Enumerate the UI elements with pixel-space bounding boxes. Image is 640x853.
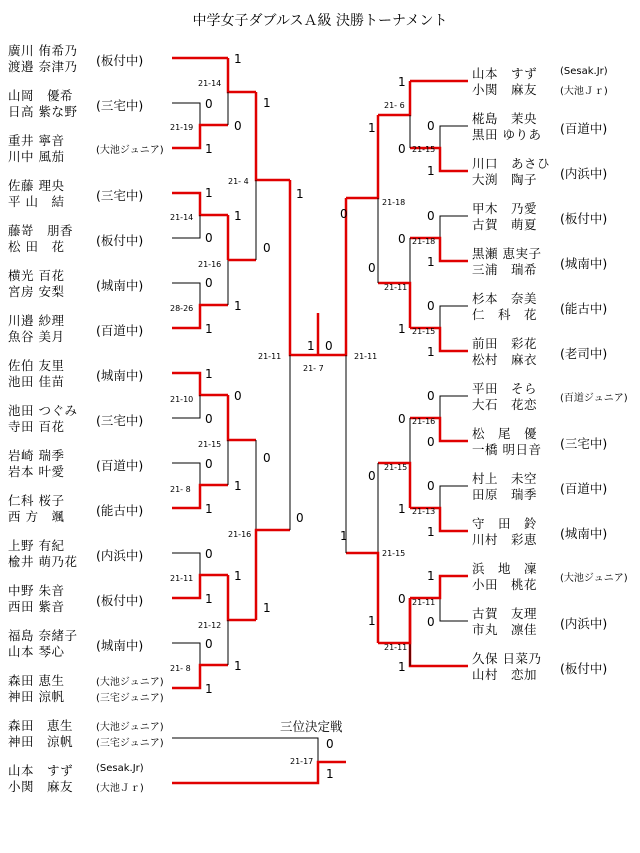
match-score: 21-16 [198,260,222,269]
win-count: 0 [263,241,271,255]
player-name: 池田 佳苗 [8,374,65,389]
team-name: (百道中) [96,323,144,338]
win-count: 1 [398,75,406,89]
win-count: 1 [326,767,334,781]
player-name: 黒田 ゆりあ [472,127,542,142]
win-count: 0 [427,479,435,493]
player-name: 平 山 結 [8,194,65,209]
player-name: 松 尾 優 [472,426,538,441]
player-name: 神田 涼帆 [8,689,65,704]
player-name: 佐藤 理央 [8,178,65,193]
match-score: 21-14 [198,79,222,88]
win-count: 1 [398,660,406,674]
third-pair-1 [8,718,73,750]
player-name: 椛島 茉央 [472,111,538,126]
right-pair-3 [472,156,550,188]
match-score: 28-26 [170,304,194,313]
win-count: 0 [427,119,435,133]
win-count: 0 [398,232,406,246]
player-name: 大石 花恋 [472,397,538,412]
team-name: (板付中) [96,53,144,68]
left-pair-2 [8,88,77,120]
win-count: 1 [427,164,435,178]
bracket-line [172,103,200,125]
player-name: 西田 紫音 [8,599,65,614]
player-name: 福島 奈緒子 [8,628,78,643]
right-pair-4 [472,201,537,233]
player-name: 西 方 颯 [8,509,65,524]
player-name: 杉本 奈美 [472,291,538,306]
player-name: 池田 つぐみ [8,403,78,418]
left-pair-13 [8,583,64,615]
match-score: 21-11 [170,574,194,583]
win-count: 1 [205,367,213,381]
team-name: (大池Ｊｒ) [560,86,608,97]
match-score: 21-19 [170,123,194,132]
left-pair-9 [8,403,77,435]
match-score: 21- 8 [170,664,191,673]
win-count: 0 [205,231,213,245]
bracket-line [440,576,468,598]
team-name: (百道ジュニア) [560,393,628,404]
right-pair-2 [472,111,541,143]
match-score: 21-11 [384,283,408,292]
match-score: 21-15 [412,327,436,336]
player-name: 上野 有紀 [8,538,65,553]
winner-line [256,530,290,620]
winner-line [410,598,468,666]
left-pair-6 [8,268,64,300]
win-count: 1 [205,502,213,516]
left-pair-8 [8,358,64,390]
win-count: 0 [325,339,333,353]
win-count: 0 [427,389,435,403]
player-name: 山村 恋加 [472,667,538,682]
match-score: 21-18 [382,198,406,207]
player-name: 久保 日菜乃 [472,651,542,666]
win-count: 1 [307,339,315,353]
team-name: (城南中) [96,638,144,653]
team-name: (内浜中) [96,548,144,563]
bracket-line [440,126,468,148]
bracket-line [172,463,200,485]
player-name: 廣川 侑希乃 [8,43,78,58]
match-score: 21-15 [382,549,406,558]
win-count: 1 [205,592,213,606]
winner-line [290,180,318,355]
win-count: 0 [368,261,376,275]
right-pair-7 [472,336,537,368]
win-count: 0 [326,737,334,751]
win-count: 1 [427,525,435,539]
match-score: 21-15 [198,440,222,449]
team-name: (百道中) [96,458,144,473]
player-name: 仁科 桜子 [8,493,65,508]
match-score: 21-11 [258,352,282,361]
player-name: 中野 朱音 [8,583,65,598]
bracket-line [440,216,468,238]
player-name: 重井 寧音 [8,133,65,148]
player-name: 平田 そら [472,381,538,396]
bracket-line [172,283,200,305]
match-score: 21- 6 [384,101,405,110]
win-count: 1 [234,569,242,583]
winner-line [410,576,468,598]
winner-line [228,58,256,92]
player-name: 小関 麻友 [472,82,538,97]
team-name: (三宅中) [560,436,608,451]
win-count: 0 [205,97,213,111]
player-name: 山本 琴心 [8,644,65,659]
match-score: 21-14 [170,213,194,222]
left-pair-5 [8,223,73,255]
win-count: 1 [368,614,376,628]
match-score: 21-12 [198,621,222,630]
win-count: 0 [340,207,348,221]
right-pair-10 [472,471,537,503]
match-score: 21- 8 [170,485,191,494]
team-name: (城南中) [560,526,608,541]
win-count: 1 [427,255,435,269]
player-name: 古賀 萌夏 [472,217,538,232]
win-count: 1 [296,187,304,201]
win-count: 1 [427,569,435,583]
match-score: 21-13 [412,507,436,516]
team-name: (大池ジュニア) [560,573,628,584]
match-score: 21- 4 [228,177,249,186]
player-name: 小関 麻友 [8,779,74,794]
right-pair-8 [472,381,537,413]
player-name: 市丸 凛佳 [472,622,538,637]
player-name: 川邉 紗理 [8,313,65,328]
team-name: (百道中) [560,481,608,496]
win-count: 1 [234,659,242,673]
player-name: 一橋 明日音 [472,442,542,457]
win-count: 1 [368,121,376,135]
win-count: 0 [427,435,435,449]
player-name: 森田 恵生 [8,673,65,688]
win-count: 1 [427,345,435,359]
third-place-title: 三位決定戦 [280,719,343,734]
team-name: (大池ジュニア) [96,722,164,733]
team-name: (三宅ジュニア) [96,738,164,749]
win-count: 1 [263,96,271,110]
team-name: (内浜中) [560,616,608,631]
win-count: 1 [340,529,348,543]
win-count: 1 [205,142,213,156]
winner-line [346,553,378,643]
player-name: 甲木 乃愛 [472,201,538,216]
player-name: 佐伯 友里 [8,358,65,373]
player-name: 楡井 萌乃花 [8,554,78,569]
win-count: 1 [263,601,271,615]
winner-line [256,92,290,180]
player-name: 大渕 陶子 [472,172,538,187]
left-pair-3 [8,133,64,165]
team-name: (三宅中) [96,413,144,428]
team-name: (大池Ｊｒ) [96,783,144,794]
win-count: 0 [398,592,406,606]
team-name: (板付中) [560,661,608,676]
win-count: 1 [398,322,406,336]
win-count: 0 [234,119,242,133]
right-pair-1 [472,66,537,98]
player-name: 小田 桃花 [472,577,538,592]
player-name: 仁 科 花 [472,307,538,322]
player-name: 渡邉 奈津乃 [8,59,78,74]
win-count: 1 [398,502,406,516]
player-name: 三浦 瑞希 [472,262,538,277]
match-score: 21-16 [412,417,436,426]
right-pair-14 [472,651,541,683]
player-name: 魚谷 美月 [8,329,65,344]
right-pair-9 [472,426,541,458]
win-count: 0 [205,276,213,290]
player-name: 守 田 鈴 [472,516,538,531]
right-pair-12 [472,561,537,593]
bracket-line [172,643,200,665]
third-pair-2 [8,763,73,795]
left-pair-1 [8,43,77,75]
player-name: 村上 未空 [472,471,538,486]
team-name: (百道中) [560,121,608,136]
win-count: 1 [234,479,242,493]
team-name: (板付中) [560,211,608,226]
winner-line [228,575,256,620]
win-count: 0 [296,511,304,525]
team-name: (大池ジュニア) [96,677,164,688]
win-count: 1 [234,209,242,223]
team-name: (城南中) [560,256,608,271]
win-count: 0 [427,299,435,313]
match-score: 21-10 [170,395,194,404]
player-name: 寺田 百花 [8,419,65,434]
winner-line [172,373,228,395]
player-name: 川中 風茄 [8,149,65,164]
win-count: 0 [427,615,435,629]
win-count: 1 [234,299,242,313]
player-name: 山岡 優希 [8,88,74,103]
team-name: (内浜中) [560,166,608,181]
player-name: 川口 あさひ [472,156,551,171]
player-name: 浜 地 凜 [472,561,538,576]
win-count: 0 [263,451,271,465]
left-pair-11 [8,493,64,525]
match-score: 21-11 [384,643,408,652]
win-count: 0 [427,209,435,223]
right-pair-6 [472,291,537,323]
right-pair-5 [472,246,541,278]
team-name: (Sesak.Jr) [560,66,608,77]
bracket-line [440,486,468,508]
page-title: 中学女子ダブルスＡ級 決勝トーナメント [192,13,448,29]
player-name: 森田 恵生 [8,718,74,733]
win-count: 1 [205,322,213,336]
match-score: 21-11 [354,352,378,361]
left-pair-10 [8,448,64,480]
left-pair-14 [8,628,77,660]
team-name: (大池ジュニア) [96,145,164,156]
bracket-line [172,553,200,575]
player-name: 川村 彩恵 [472,532,538,547]
match-score: 21- 7 [303,364,324,373]
match-score: 21-11 [412,598,436,607]
player-name: 岩本 叶愛 [8,464,65,479]
left-pair-4 [8,178,64,210]
team-name: (三宅中) [96,188,144,203]
winner-line [318,198,346,355]
winner-line [172,762,346,783]
match-score: 21-15 [384,463,408,472]
win-count: 0 [398,142,406,156]
right-pair-11 [472,516,537,548]
win-count: 0 [205,412,213,426]
team-name: (城南中) [96,278,144,293]
left-pair-12 [8,538,77,570]
win-count: 1 [205,186,213,200]
player-name: 黒瀬 恵実子 [472,246,542,261]
team-name: (三宅中) [96,98,144,113]
bracket-line [440,306,468,328]
win-count: 0 [398,412,406,426]
match-score: 21-17 [290,757,314,766]
win-count: 0 [205,547,213,561]
player-name: 古賀 友理 [472,606,538,621]
win-count: 0 [234,389,242,403]
team-name: (板付中) [96,593,144,608]
win-count: 0 [205,637,213,651]
team-name: (板付中) [96,233,144,248]
match-score: 21-18 [412,237,436,246]
win-count: 0 [205,457,213,471]
player-name: 田原 瑞季 [472,487,538,502]
team-name: (能古中) [96,503,144,518]
player-name: 宮房 安梨 [8,284,65,299]
player-name: 山本 すず [472,66,538,81]
win-count: 1 [234,52,242,66]
team-name: (能古中) [560,301,608,316]
player-name: 松 田 花 [8,239,65,254]
left-pair-7 [8,313,64,345]
team-name: (三宅ジュニア) [96,693,164,704]
bracket-line [440,396,468,418]
team-name: (老司中) [560,346,608,361]
winner-line [228,395,256,440]
right-pair-13 [472,606,537,638]
match-score: 21-16 [228,530,252,539]
player-name: 前田 彩花 [472,336,538,351]
match-score: 21-15 [412,145,436,154]
left-pair-15 [8,673,64,705]
player-name: 藤嵜 朋香 [8,223,74,238]
team-name: (城南中) [96,368,144,383]
winner-line [172,193,228,215]
win-count: 1 [205,682,213,696]
player-name: 山本 すず [8,763,74,778]
player-name: 岩崎 瑞季 [8,448,65,463]
player-name: 神田 涼帆 [8,734,74,749]
player-name: 日高 紫な野 [8,104,78,119]
team-name: (Sesak.Jr) [96,763,144,774]
win-count: 0 [368,469,376,483]
player-name: 横光 百花 [8,268,65,283]
player-name: 松村 麻衣 [472,352,538,367]
